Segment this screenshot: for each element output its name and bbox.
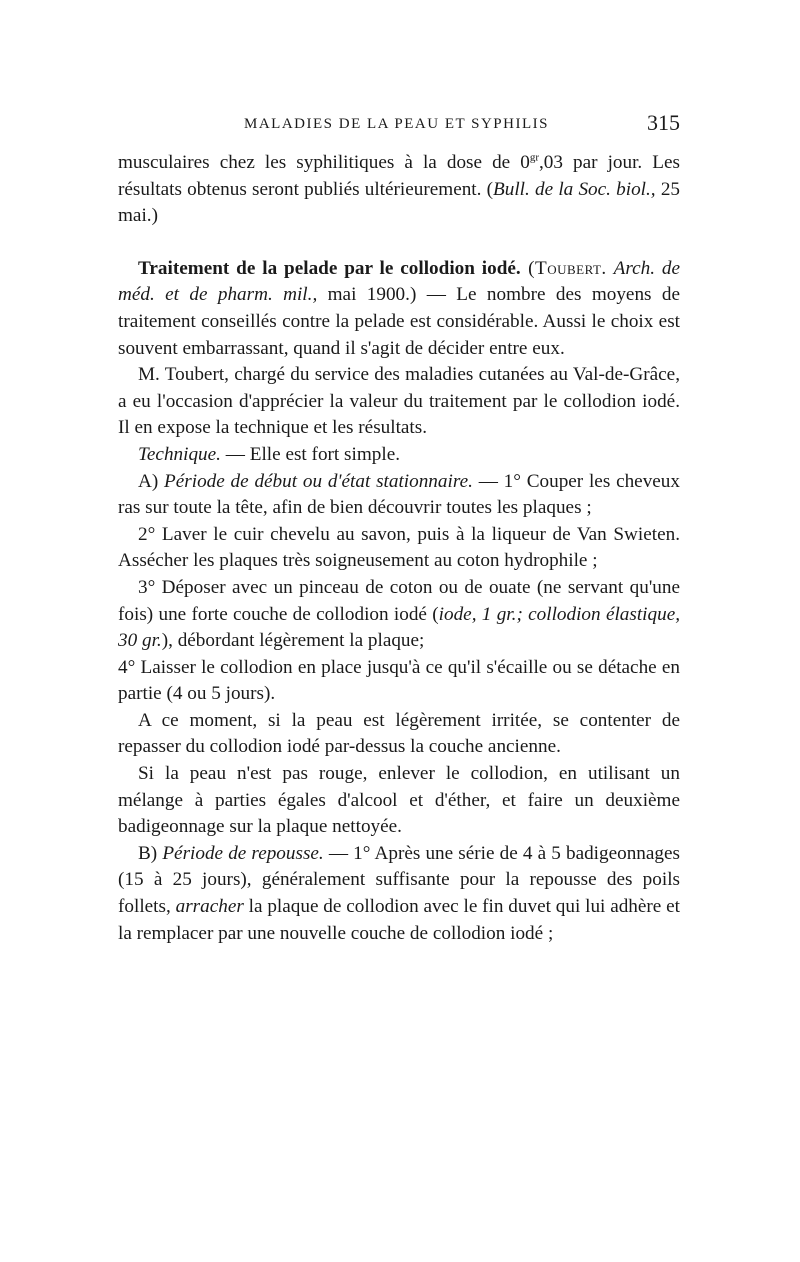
paragraph: Si la peau n'est pas rouge, enlever le collodion, en utilisant un mélange à parties égales d'alcool et d'éther, et faire un deuxième badigeonnage sur la plaque nettoyée. xyxy=(118,763,680,838)
phase-heading: Période de début ou d'état stationnaire. xyxy=(164,470,473,492)
running-title: MALADIES DE LA PEAU ET SYPHILIS xyxy=(244,116,549,132)
unit-superscript: gr xyxy=(529,151,539,164)
text-run: — 1° Après une série de 4 à 5 badigeonnages (15 à 25 jours), généralement suffisante pour la repousse des poils follets, xyxy=(118,842,680,918)
subheading: Technique. xyxy=(138,443,221,465)
paragraph: 2° Laver le cuir chevelu au savon, puis à la liqueur de Van Swieten. Assécher les plaques très soigneusement au coton hydrophile ; xyxy=(118,523,680,572)
journal-reference: Arch. de méd. et de pharm. mil., xyxy=(118,257,681,306)
page-number: 315 xyxy=(647,110,680,135)
paragraph: M. Toubert, chargé du service des maladies cutanées au Val-de-Grâce, a eu l'occasion d'apprécier la valeur du traitement par le collodion iodé. Il en expose la technique et les résultats. xyxy=(118,364,680,439)
phase-heading: Période de repousse. xyxy=(162,842,324,864)
citation-source: Bull. de la Soc. biol., xyxy=(493,178,656,200)
formula: iode, 1 gr.; collodion élastique, 30 gr. xyxy=(118,603,681,652)
text-run: — Elle est fort simple. xyxy=(220,443,401,465)
running-header xyxy=(118,110,680,140)
list-marker: B) xyxy=(138,842,163,864)
text-run: musculaires chez les syphilitiques à la dose de 0 xyxy=(118,152,530,173)
page-body xyxy=(118,150,680,947)
paragraph xyxy=(118,469,680,522)
text-run: — 1° Couper les cheveux ras sur toute la tête, afin de bien découvrir toutes les plaques ; xyxy=(118,470,680,519)
text-run: mai 1900.) — Le nombre des moyens de traitement conseillés contre la pelade est considérable. Aussi le choix est souvent embarrassant, quand il s'agit de décider entre eux. xyxy=(118,284,680,359)
text-run: ,03 par jour. Les résultats obtenus seront publiés ultérieurement. ( xyxy=(118,152,680,200)
paragraph: A ce moment, si la peau est légèrement irritée, se contenter de repasser du collodion iodé par-dessus la couche ancienne. xyxy=(118,709,680,758)
article-title: Traitement de la pelade par le collodion iodé. xyxy=(138,257,521,279)
paragraph xyxy=(118,442,680,469)
section-gap xyxy=(118,230,680,256)
paragraph-continuation xyxy=(118,150,680,230)
paragraph xyxy=(118,841,680,947)
emphasis: arracher xyxy=(175,896,244,918)
list-marker: A) xyxy=(138,470,165,492)
text-run: 25 mai.) xyxy=(118,178,680,227)
text-run: 3° Déposer avec un pinceau de coton ou de ouate (ne servant qu'une fois) une forte couche de collodion iodé ( xyxy=(118,576,680,625)
paragraph: 4° Laisser le collodion en place jusqu'à ce qu'il s'écaille ou se détache en partie (4 ou 5 jours). xyxy=(118,656,680,705)
article-paragraph xyxy=(118,256,680,362)
text-run: ), débordant légèrement la plaque; xyxy=(161,630,425,652)
article-author: (Toubert. xyxy=(520,257,607,279)
text-run: la plaque de collodion avec le fin duvet qui lui adhère et la remplacer par une nouvelle couche de collodion iodé ; xyxy=(118,896,680,944)
paragraph xyxy=(118,575,680,655)
